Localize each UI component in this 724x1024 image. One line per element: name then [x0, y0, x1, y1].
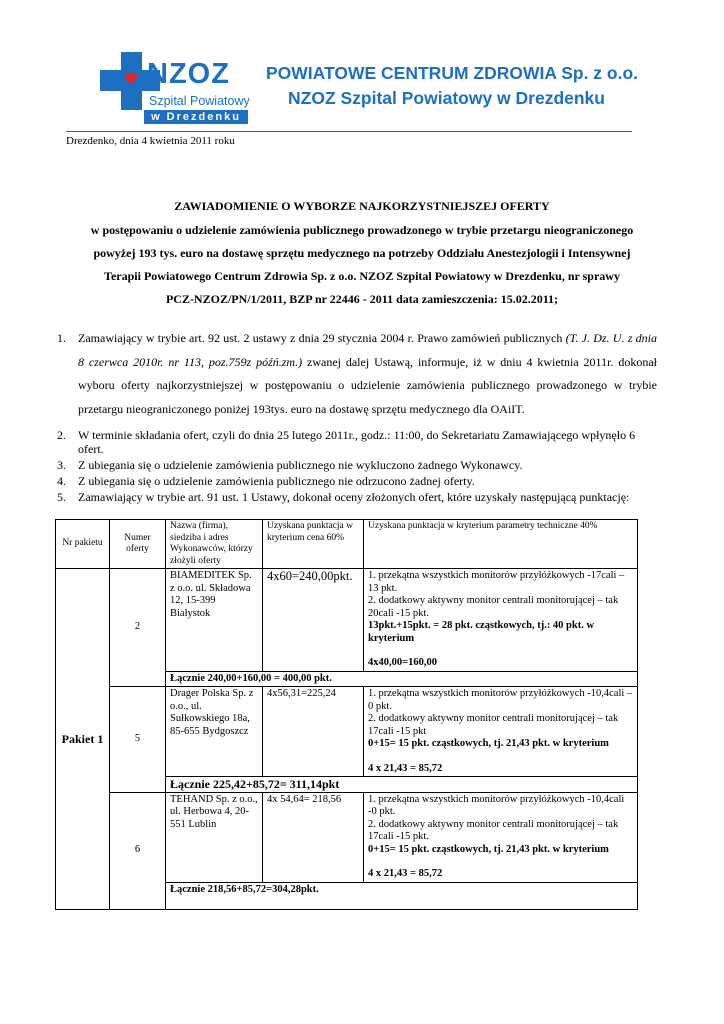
param-line: 13pkt.+15pkt. = 28 pkt. cząstkowych, tj.: 40 pkt. w kryterium	[368, 620, 595, 644]
param-line: 1. przekątna wszystkich monitorów przyłóżkowych -10,4cali – 0 pkt.	[368, 688, 633, 712]
notice-title	[50, 195, 674, 311]
list-text-italic: (T. J. Dz. U. z dnia 8 czerwca 2010r. nr 113, poz.759z późń.zm.)	[78, 331, 657, 369]
list-item	[57, 490, 657, 504]
param-line: 4 x 21,43 = 85,72	[368, 762, 443, 774]
list-number: 1.	[57, 331, 66, 345]
offer-total: Łącznie 225,42+85,72= 311,14pkt	[166, 777, 638, 793]
list-number: 4.	[57, 474, 66, 488]
offer-company: TEHAND Sp. z o.o., ul. Herbowa 4, 20-551 Lublin	[166, 792, 263, 882]
table-header-row	[56, 520, 638, 569]
list-text: zwanej dalej Ustawą, informuje, iż w dniu 4 kwietnia 2011r. dokonał wyboru oferty najkorzystniejszej w postępowaniu o udzielenie zamówienia publicznego prowadzonego w trybie przetargu nieograniczonego poniżej 193tys. euro na dostawę sprzętu medycznego dla OAiIT.	[78, 354, 657, 416]
header-parametry: Uzyskana punktacja w kryterium parametry techniczne 40%	[364, 520, 638, 569]
list-item	[57, 474, 657, 488]
notice-line: Terapii Powiatowego Centrum Zdrowia Sp. z o.o. NZOZ Szpital Powiatowy w Drezdenku, nr sprawy	[104, 269, 620, 283]
param-line: 0+15= 15 pkt. cząstkowych, tj. 21,43 pkt. w kryterium	[368, 738, 609, 749]
offer-price-score: 4x56,31=225,24	[263, 687, 364, 777]
logo-subtitle: Szpital Powiatowy	[149, 94, 250, 108]
table-row	[56, 569, 638, 672]
offer-number: 2	[110, 569, 166, 687]
list-number: 5.	[57, 490, 66, 504]
logo-band: w Drezdenku	[144, 110, 248, 124]
param-line: 4x40,00=160,00	[368, 657, 437, 668]
offer-number: 5	[110, 687, 166, 793]
param-line: 0+15= 15 pkt. cząstkowych, tj. 21,43 pkt. w kryterium	[368, 843, 609, 855]
offer-total: Łącznie 240,00+160,00 = 400,00 pkt.	[166, 671, 638, 687]
offer-total: Łącznie 218,56+85,72=304,28pkt.	[166, 882, 638, 909]
offer-param-score	[364, 792, 638, 882]
notice-line: PCZ-NZOZ/PN/1/2011, BZP nr 22446 - 2011 data zamieszczenia: 15.02.2011;	[165, 292, 559, 306]
list-number: 2.	[57, 428, 66, 442]
list-item	[57, 428, 657, 456]
table-row	[56, 687, 638, 777]
offer-price-score: 4x 54,64= 218,56	[263, 792, 364, 882]
list-text: Z ubiegania się o udzielenie zamówienia publicznego nie odrzucono żadnej oferty.	[78, 474, 475, 488]
param-line: 1. przekątna wszystkich monitorów przyłóżkowych -10,4cali -0 pkt.	[368, 793, 625, 817]
header-numer-oferty: Numer oferty	[110, 520, 166, 569]
list-text: Z ubiegania się o udzielenie zamówienia publicznego nie wykluczono żadnego Wykonawcy.	[78, 458, 523, 472]
document-date: Drezdenko, dnia 4 kwietnia 2011 roku	[66, 135, 235, 147]
numbered-list	[57, 327, 657, 504]
scoring-table	[55, 519, 638, 910]
offer-company: Drager Polska Sp. z o.o., ul. Sułkowskiego 18a, 85-655 Bydgoszcz	[166, 687, 263, 777]
param-line: 4 x 21,43 = 85,72	[368, 868, 443, 879]
logo-text: NZOZ	[147, 58, 230, 90]
offer-param-score	[364, 569, 638, 672]
header-subtitle: NZOZ Szpital Powiatowy w Drezdenku	[288, 88, 605, 108]
param-line: 2. dodatkowy aktywny monitor centrali monitorującej – tak 20cali -15 pkt.	[368, 595, 619, 619]
notice-line: powyżej 193 tys. euro na dostawę sprzętu medycznego na potrzeby Oddziału Anestezjologii i Intensywnej	[93, 246, 631, 260]
header-divider	[66, 131, 632, 132]
param-line: 2. dodatkowy aktywny monitor centrali monitorującej – tak 17cali -15 pkt	[368, 713, 619, 737]
param-line: 2. dodatkowy aktywny monitor centrali monitorującej – tak 17cali -15 pkt.	[368, 818, 619, 842]
list-text: Zamawiający w trybie art. 91 ust. 1 Ustawy, dokonał oceny złożonych ofert, które uzyskały następującą punktację:	[78, 490, 630, 504]
offer-company: BIAMEDITEK Sp. z o.o. ul. Składowa 12, 15-399 Białystok	[166, 569, 263, 672]
hospital-logo	[100, 52, 250, 124]
param-line: 1. przekątna wszystkich monitorów przyłóżkowych -17cali – 13 pkt.	[368, 570, 625, 594]
table-row	[56, 792, 638, 882]
list-text: Zamawiający w trybie art. 92 ust. 2 ustawy z dnia 29 stycznia 2004 r. Prawo zamówień publicznych	[78, 331, 563, 345]
list-text: W terminie składania ofert, czyli do dnia 25 lutego 2011r., godz.: 11:00, do Sekretariatu Zamawiającego wpłynęło 6 ofert.	[78, 428, 636, 456]
list-item	[57, 327, 657, 421]
pakiet-cell: Pakiet 1	[56, 569, 110, 910]
offer-number: 6	[110, 792, 166, 909]
header-cena: Uzyskana punktacja w kryterium cena 60%	[263, 520, 364, 569]
header-title: POWIATOWE CENTRUM ZDROWIA Sp. z o.o.	[266, 63, 639, 83]
notice-heading: ZAWIADOMIENIE O WYBORZE NAJKORZYSTNIEJSZEJ OFERTY	[174, 199, 550, 213]
notice-line: w postępowaniu o udzielenie zamówienia publicznego prowadzonego w trybie przetargu nieograniczonego	[90, 223, 634, 237]
list-item	[57, 458, 657, 472]
list-number: 3.	[57, 458, 66, 472]
offer-price-score: 4x60=240,00pkt.	[263, 569, 364, 672]
offer-param-score	[364, 687, 638, 777]
header-nazwa: Nazwa (firma), siedziba i adres Wykonawców, którzy złożyli oferty	[166, 520, 263, 569]
header-nr-pakietu: Nr pakietu	[56, 520, 110, 569]
heart-icon: ♥	[123, 70, 139, 90]
